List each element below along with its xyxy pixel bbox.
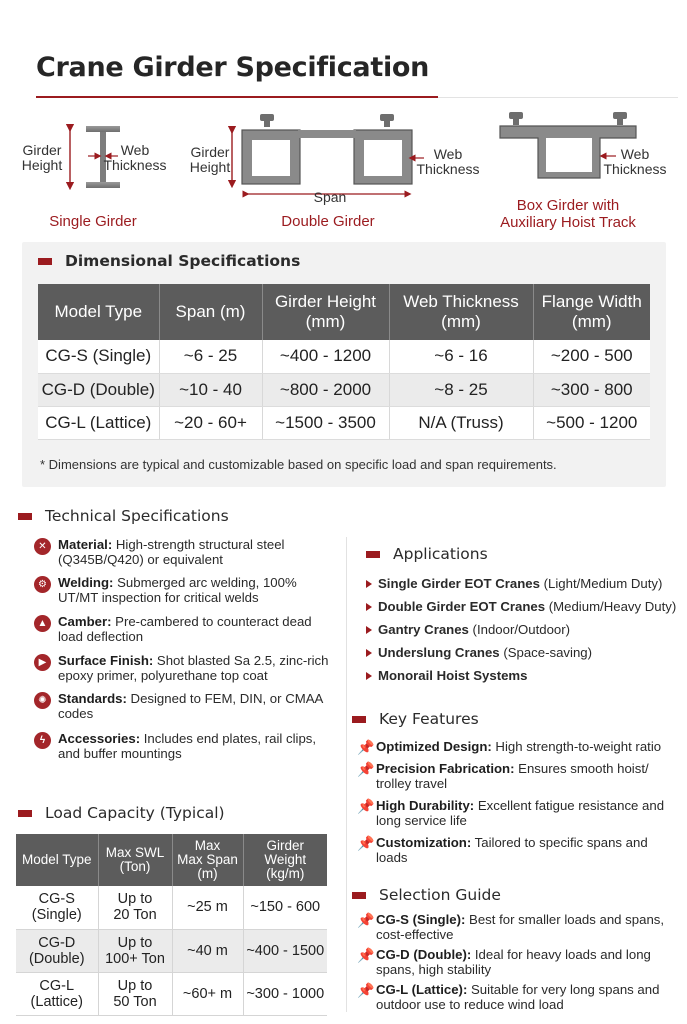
heading-marker <box>366 551 380 558</box>
double-girder-span-label: Span <box>313 189 347 205</box>
material-icon: ✕ <box>34 538 51 555</box>
applications-item <box>366 599 676 622</box>
girder-diagrams <box>0 100 687 240</box>
load-cell: ~300 - 1000 <box>243 972 327 1015</box>
double-girder-icon <box>232 114 424 194</box>
key_features-item-label: Customization: <box>376 835 472 850</box>
load-cell: Up to 20 Ton <box>98 886 172 929</box>
double-girder-caption: Double Girder <box>281 213 375 230</box>
selection-item <box>357 947 677 977</box>
load-table <box>16 834 327 1016</box>
applications-item-label: Gantry Cranes <box>378 622 469 637</box>
selection-item <box>357 912 677 942</box>
technical-item <box>34 731 339 761</box>
dimensional-cell: ~500 - 1200 <box>533 406 650 439</box>
single-girder-web-label: Web Thickness <box>103 142 167 173</box>
load-row <box>16 972 327 1015</box>
applications-item <box>366 668 676 691</box>
standards-icon: ✺ <box>34 692 51 709</box>
pushpin-icon: 📌 <box>357 739 375 755</box>
pushpin-icon: 📌 <box>357 982 375 998</box>
box-girder-web-label: Web Thickness <box>603 146 667 177</box>
dimensional-cell: ~1500 - 3500 <box>262 406 389 439</box>
pushpin-icon: 📌 <box>357 835 375 851</box>
technical-item <box>34 575 339 605</box>
dimensional-row <box>38 406 650 439</box>
technical-item-text: Pre-cambered to counteract dead load deflection <box>58 614 312 644</box>
key_features-item-text: Excellent fatigue resistance and long service life <box>376 798 665 828</box>
selection-item-text: Suitable for very long spans and outdoor use to reduce wind load <box>376 982 660 1012</box>
heading-marker <box>18 810 32 817</box>
title-rule-extension <box>438 97 678 98</box>
key_features-item <box>357 798 677 828</box>
dimensional-cell: ~300 - 800 <box>533 373 650 406</box>
applications-item <box>366 576 676 599</box>
pushpin-icon: 📌 <box>357 947 375 963</box>
flame-icon: ▲ <box>34 615 51 632</box>
load-column-header: Girder Weight (kg/m) <box>243 834 327 886</box>
dimensional-body <box>38 340 650 439</box>
load-heading-text: Load Capacity (Typical) <box>45 804 225 822</box>
dimensional-cell: ~200 - 500 <box>533 340 650 373</box>
selection-item-label: CG-D (Double): <box>376 947 472 962</box>
load-cell: CG-S (Single) <box>16 886 98 929</box>
key_features-item-text: Ensures smooth hoist/ trolley travel <box>376 761 649 791</box>
selection-item-label: CG-S (Single): <box>376 912 466 927</box>
technical-item <box>34 537 339 567</box>
key-features-heading-text: Key Features <box>379 710 479 728</box>
dimensional-column-header: Girder Height (mm) <box>262 284 389 340</box>
dimensional-cell: CG-D (Double) <box>38 373 159 406</box>
load-column-header: Max Max Span (m) <box>172 834 243 886</box>
key-features-heading <box>352 710 479 728</box>
load-cell: CG-D (Double) <box>16 929 98 972</box>
dimensional-column-header: Span (m) <box>159 284 262 340</box>
load-body <box>16 886 327 1015</box>
load-cell: ~40 m <box>172 929 243 972</box>
dimensional-cell: ~8 - 25 <box>389 373 533 406</box>
selection-list <box>357 912 677 1012</box>
key_features-item-label: Precision Fabrication: <box>376 761 515 776</box>
dimensional-cell: CG-S (Single) <box>38 340 159 373</box>
technical-item-text: Shot blasted Sa 2.5, zinc-rich epoxy primer, polyurethane top coat <box>58 653 329 683</box>
key_features-item-text: Tailored to specific spans and loads <box>376 835 648 865</box>
load-cell: ~25 m <box>172 886 243 929</box>
key_features-item-text: High strength-to-weight ratio <box>491 739 662 754</box>
key-features-list <box>357 739 677 865</box>
applications-item-text: (Space-saving) <box>499 645 593 660</box>
applications-list <box>366 576 676 691</box>
heading-marker <box>38 258 52 265</box>
load-cell: Up to 50 Ton <box>98 972 172 1015</box>
pushpin-icon: 📌 <box>357 912 375 928</box>
pushpin-icon: 📌 <box>357 761 375 777</box>
dimensional-row <box>38 340 650 373</box>
selection-item-text: Best for smaller loads and spans, cost-effective <box>376 912 665 942</box>
technical-item-text: Designed to FEM, DIN, or CMAA codes <box>58 691 323 721</box>
applications-item <box>366 645 676 668</box>
load-cell: ~60+ m <box>172 972 243 1015</box>
load-row <box>16 929 327 972</box>
technical-item-label: Material: <box>58 537 113 552</box>
dimensional-cell: N/A (Truss) <box>389 406 533 439</box>
load-heading <box>18 804 225 822</box>
load-column-header: Max SWL (Ton) <box>98 834 172 886</box>
technical-item-label: Accessories: <box>58 731 141 746</box>
dimensional-table <box>38 284 650 440</box>
heading-marker <box>352 716 366 723</box>
load-cell: ~400 - 1500 <box>243 929 327 972</box>
dimensional-column-header: Web Thickness (mm) <box>389 284 533 340</box>
applications-item-label: Monorail Hoist Systems <box>378 668 528 683</box>
technical-item-label: Surface Finish: <box>58 653 154 668</box>
single-girder-height-label: Girder Height <box>21 142 63 173</box>
technical-item-text: Submerged arc welding, 100% UT/MT inspection for critical welds <box>58 575 297 605</box>
play-icon: ▶ <box>34 654 51 671</box>
dimensional-cell: ~800 - 2000 <box>262 373 389 406</box>
dimensional-note: * Dimensions are typical and customizable based on specific load and span requirements. <box>40 457 557 472</box>
technical-item-label: Camber: <box>58 614 112 629</box>
key_features-item-label: High Durability: <box>376 798 475 813</box>
load-cell: ~150 - 600 <box>243 886 327 929</box>
dimensional-row <box>38 373 650 406</box>
dimensional-heading <box>38 252 300 270</box>
dimensional-cell: ~6 - 16 <box>389 340 533 373</box>
dimensional-cell: ~10 - 40 <box>159 373 262 406</box>
dimensional-cell: ~6 - 25 <box>159 340 262 373</box>
double-girder-web-label: Web Thickness <box>416 146 480 177</box>
box-girder-caption: Box Girder with Auxiliary Hoist Track <box>500 197 636 231</box>
dimensional-cell: ~400 - 1200 <box>262 340 389 373</box>
heading-marker <box>352 892 366 899</box>
technical-item-label: Welding: <box>58 575 114 590</box>
technical-item <box>34 614 339 644</box>
selection-item <box>357 982 677 1012</box>
dimensional-cell: CG-L (Lattice) <box>38 406 159 439</box>
title-underline <box>36 96 438 98</box>
heading-marker <box>18 513 32 520</box>
applications-heading-text: Applications <box>393 545 488 563</box>
double-girder-height-label: Girder Height <box>189 144 231 175</box>
technical-heading-text: Technical Specifications <box>45 507 229 525</box>
key_features-item-label: Optimized Design: <box>376 739 492 754</box>
technical-item-label: Standards: <box>58 691 127 706</box>
selection-heading <box>352 886 501 904</box>
applications-heading <box>366 545 488 563</box>
key_features-item <box>357 835 677 865</box>
load-header-row <box>16 834 327 886</box>
page-title: Crane Girder Specification <box>36 52 430 83</box>
welding-icon: ⚙ <box>34 576 51 593</box>
load-cell: Up to 100+ Ton <box>98 929 172 972</box>
technical-item <box>34 653 339 683</box>
technical-item <box>34 691 339 721</box>
load-row <box>16 886 327 929</box>
dimensional-heading-text: Dimensional Specifications <box>65 252 301 270</box>
key_features-item <box>357 739 677 754</box>
dimensional-column-header: Model Type <box>38 284 159 340</box>
key_features-item <box>357 761 677 791</box>
applications-item-text: (Medium/Heavy Duty) <box>545 599 677 614</box>
applications-item-text: (Light/Medium Duty) <box>539 576 663 591</box>
selection-heading-text: Selection Guide <box>379 886 501 904</box>
dimensional-column-header: Flange Width (mm) <box>533 284 650 340</box>
single-girder-caption: Single Girder <box>49 213 137 230</box>
applications-item-text: (Indoor/Outdoor) <box>468 622 571 637</box>
applications-item <box>366 622 676 645</box>
load-column-header: Model Type <box>16 834 98 886</box>
technical-heading <box>18 507 229 525</box>
selection-item-label: CG-L (Lattice): <box>376 982 468 997</box>
applications-item-label: Single Girder EOT Cranes <box>378 576 540 591</box>
load-cell: CG-L (Lattice) <box>16 972 98 1015</box>
dimensional-header-row <box>38 284 650 340</box>
column-divider <box>346 537 347 1012</box>
dimensional-cell: ~20 - 60+ <box>159 406 262 439</box>
technical-item-text: High-strength structural steel (Q345B/Q420) or equivalent <box>58 537 285 567</box>
technical-item-text: Includes end plates, rail clips, and buffer mountings <box>58 731 317 761</box>
applications-item-label: Underslung Cranes <box>378 645 500 660</box>
lightning-icon: ϟ <box>34 732 51 749</box>
pushpin-icon: 📌 <box>357 798 375 814</box>
selection-item-text: Ideal for heavy loads and long spans, high stability <box>376 947 651 977</box>
applications-item-label: Double Girder EOT Cranes <box>378 599 546 614</box>
